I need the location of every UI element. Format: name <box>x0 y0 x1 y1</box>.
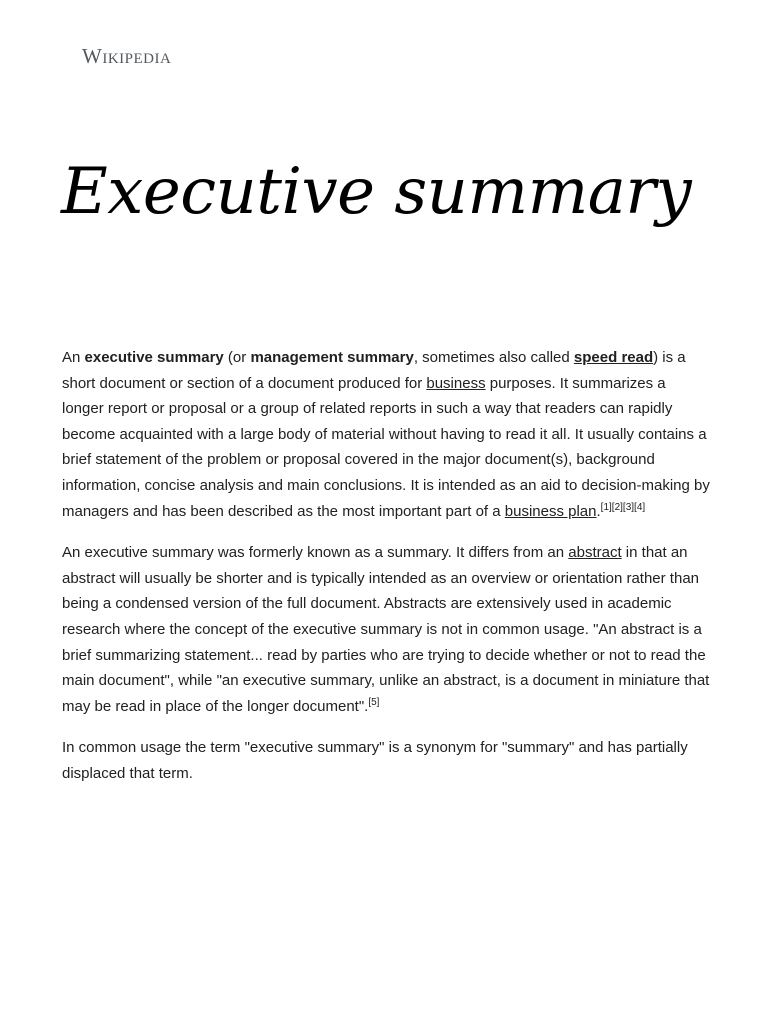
text: In common usage the term "executive summary" is a synonym for "summary" and has partially displaced that term. <box>62 739 688 782</box>
text: An executive summary was formerly known as a summary. It differs from an <box>62 544 569 562</box>
bold-term-management-summary: management summary <box>250 349 414 366</box>
wikipedia-wordmark[interactable]: Wikipedia <box>82 44 172 68</box>
link-business-plan[interactable]: business plan <box>504 502 597 520</box>
bold-term-executive-summary: executive summary <box>84 349 224 366</box>
paragraph-intro <box>62 345 710 524</box>
link-business[interactable]: business <box>426 374 486 392</box>
citation-4[interactable]: [4] <box>634 501 646 513</box>
link-speed-read[interactable]: speed read <box>573 349 654 366</box>
text: purposes. It summarizes a longer report or proposal or a group of related reports in such a way that readers can rapidly become acquainted with a large body of material without having to read it all. It usually contains a brief statement of the problem or proposal covered in the major document(s), background information, concise analysis and main conclusions. It is intended as an aid to decision-making by managers and has been described as the most important part of a <box>62 374 710 520</box>
citation-group <box>368 697 379 708</box>
citation-1[interactable]: [1] <box>600 501 612 513</box>
paragraph-abstract <box>62 540 710 719</box>
text: , sometimes also called <box>413 349 574 366</box>
article-body <box>62 345 710 803</box>
text: ) is a short document or section of a document produced for <box>62 349 686 392</box>
page-title: Executive summary <box>61 155 692 229</box>
text: An <box>62 349 85 366</box>
citation-group <box>601 502 646 513</box>
citation-2[interactable]: [2] <box>611 501 623 513</box>
text: in that an abstract will usually be shorter and is typically intended as an overview or orientation rather than being a condensed version of the full document. Abstracts are extensively used in academic research where the concept of the executive summary is not in common usage. "An abstract is a brief summarizing statement... read by parties who are trying to decide whether or not to read the main document", while "an executive summary, unlike an abstract, is a document in miniature that may be read in place of the longer document". <box>62 544 710 715</box>
text: . <box>596 502 601 520</box>
text: (or <box>223 349 251 366</box>
paragraph-usage <box>62 735 710 786</box>
citation-5[interactable]: [5] <box>368 696 380 708</box>
link-abstract[interactable]: abstract <box>568 544 622 562</box>
citation-3[interactable]: [3] <box>622 501 635 513</box>
